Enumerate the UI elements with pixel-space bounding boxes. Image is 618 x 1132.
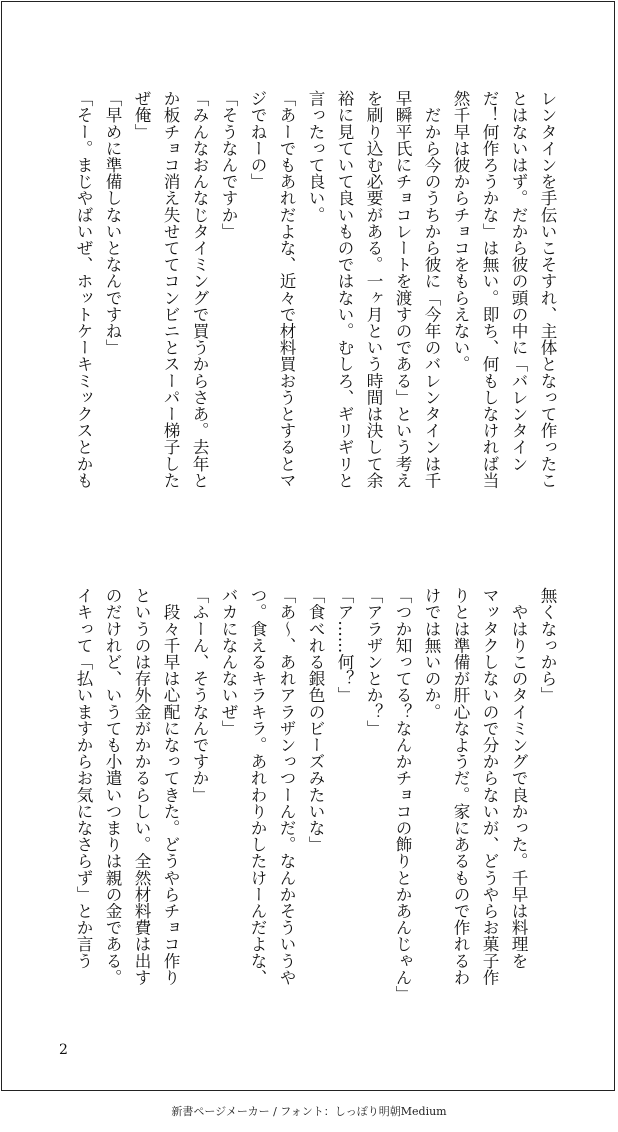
text-line: 早瞬平氏にチョコレートを渡すのである」という考え: [393, 90, 412, 489]
text-line: やはりこのタイミングで良かった。千早は料理を: [509, 587, 528, 969]
text-line: 「早めに準備しないとなんですね」: [103, 90, 122, 356]
text-line: 「食べれる銀色のビーズみたいな」: [306, 587, 325, 853]
text-line: りとは準備が肝心なようだ。家にあるもので作れるわ: [451, 587, 470, 986]
text-line: レンタインを手伝いこそすれ、主体となって作ったこ: [538, 90, 557, 489]
text-line: ぜ俺」: [132, 90, 151, 140]
text-line: か板チョコ消え失せててコンビニとスーパー梯子した: [161, 90, 180, 489]
text-line: マッタクしないので分からないが、どうやらお菓子作: [480, 587, 499, 986]
page-number: 2: [59, 1042, 68, 1058]
text-line: だから今のうちから彼に「今年のバレンタインは千: [422, 90, 441, 489]
text-line: 「あ〜、あれアラザンっつーんだ。なんかそういうや: [277, 587, 296, 986]
text-line: 「つか知ってる？なんかチョコの飾りとかあんじゃん」: [393, 587, 412, 1002]
text-line: 然千早は彼からチョコをもらえない。: [451, 90, 470, 373]
text-line: つ。食えるキラキラ。あれわりかしたけーんだよな、: [248, 587, 267, 986]
text-line: 裕に見ていて良いものではない。むしろ、ギリギリと: [335, 90, 354, 489]
text-line: 「ふーん、そうなんですか」: [190, 587, 209, 803]
text-line: 言ったって良い。: [306, 90, 325, 223]
text-line: 「そー。まじやばいぜ、ホットケーキミックスとかも: [74, 90, 93, 489]
text-line: 「ア……何？」: [335, 587, 354, 704]
text-line: イキって「払いますからお気になさらず」とか言う: [74, 587, 93, 969]
upper-text-block: [62, 90, 562, 550]
text-line: とはないはず。だから彼の頭の中に「バレンタイン: [509, 90, 528, 472]
page-frame: [1, 1, 615, 1091]
text-line: というのは存外金がかかるらしい。全然材料費は出す: [132, 587, 151, 986]
text-line: ジでねーの」: [248, 90, 267, 190]
text-line: バカになんないぜ」: [219, 587, 238, 737]
text-line: 「そうなんですか」: [219, 90, 238, 240]
text-line: を刷り込む必要がある。一ヶ月という時間は決して余: [364, 90, 383, 489]
text-line: けでは無いのか。: [422, 587, 441, 720]
text-line: 「みんなおんなじタイミングで買うからさあ。去年と: [190, 90, 209, 489]
footer-credit: 新書ページメーカー / フォント：しっぽり明朝Medium: [171, 1105, 447, 1118]
text-line: 段々千早は心配になってきた。どうやらチョコ作り: [161, 587, 180, 986]
lower-text-block: [62, 587, 562, 1017]
text-line: 「アラザンとか？」: [364, 587, 383, 737]
text-line: 「あーでもあれだよな、近々で材料買おうとするとマ: [277, 90, 296, 489]
text-line: だ！何作ろうかな」は無い。即ち、何もしなければ当: [480, 90, 499, 489]
text-line: のだけれど、いうても小遣いつまりは親の金である。: [103, 587, 122, 986]
text-line: 無くなっから」: [538, 587, 557, 704]
